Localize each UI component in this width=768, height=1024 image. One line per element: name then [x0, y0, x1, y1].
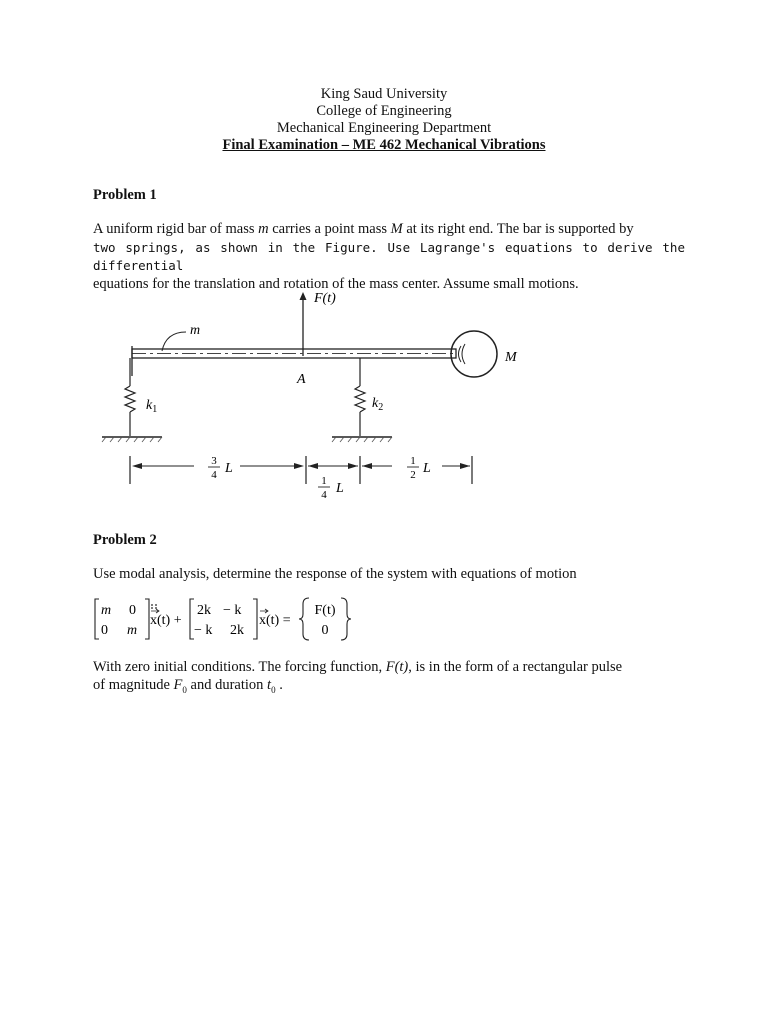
- svg-text:L: L: [225, 461, 233, 476]
- acceleration-dots: [151, 604, 157, 609]
- svg-text:1: 1: [321, 475, 327, 487]
- svg-text:L: L: [423, 461, 431, 476]
- document-header: [0, 86, 768, 154]
- stiffness-matrix-21: − k: [194, 623, 213, 638]
- svg-text:4: 4: [321, 489, 327, 501]
- end-mass-circle: [451, 331, 497, 377]
- force-vector-1: F(t): [314, 603, 336, 618]
- dim-one-quarter-l: [318, 475, 344, 501]
- svg-text:L: L: [336, 481, 344, 496]
- problem-2-conditions: [93, 659, 685, 699]
- problem-2-heading: Problem 2: [93, 532, 157, 548]
- bar-mass-label: m: [190, 323, 201, 338]
- svg-text:1: 1: [410, 455, 416, 467]
- p1-text-part1: A uniform rigid bar of mass: [93, 221, 259, 237]
- force-arrowhead: [300, 292, 307, 300]
- mass-matrix-12: 0: [129, 603, 136, 618]
- p1-text-line2: two springs, as shown in the Figure. Use Lagrange's equations to derive the differential: [93, 239, 685, 273]
- svg-text:4: 4: [211, 469, 217, 481]
- dim-one-half-l: [407, 455, 431, 481]
- svg-text:3: 3: [211, 455, 217, 467]
- point-a-label: A: [297, 372, 306, 387]
- spring-k2: [355, 386, 365, 412]
- displacement-term: x(t) =: [259, 613, 291, 628]
- stiffness-matrix-22: 2k: [230, 623, 244, 638]
- p2-text1: With zero initial conditions. The forcing function,: [93, 659, 386, 675]
- stiffness-matrix-12: − k: [223, 603, 242, 618]
- spring-k1: [125, 386, 135, 412]
- problem-2-intro: Use modal analysis, determine the response of the system with equations of motion: [93, 566, 577, 582]
- spring-k2-label: $k_2$: [372, 396, 384, 413]
- mass-matrix-11: m: [101, 603, 112, 618]
- svg-text:2: 2: [410, 469, 416, 481]
- dim-three-quarter-l: [208, 455, 233, 481]
- p1-text-part2: carries a point mass: [268, 221, 391, 237]
- mass-matrix-22: m: [127, 623, 138, 638]
- p2-text5: .: [275, 676, 283, 693]
- equation-of-motion: [93, 596, 373, 644]
- duration-symbol: $t_0$: [267, 676, 276, 695]
- department-name: Mechanical Engineering Department: [276, 120, 492, 136]
- college-name: College of Engineering: [316, 103, 452, 119]
- end-mass-attachment: [462, 344, 465, 364]
- bar-spring-figure: [100, 286, 540, 516]
- university-name: King Saud University: [320, 86, 448, 102]
- p1-text-part3: at its right end. The bar is supported by: [402, 221, 634, 237]
- p1-text-line3: equations for the translation and rotation of the mass center. Assume small motions.: [93, 275, 579, 292]
- p1-mass-m: m: [258, 221, 269, 237]
- forcing-function: F(t): [385, 659, 409, 675]
- bar-mass-leader: [162, 332, 186, 351]
- p1-mass-M: M: [390, 221, 403, 237]
- p2-text2: , is in the form of a rectangular pulse: [408, 659, 623, 675]
- p2-text3: of magnitude: [93, 676, 174, 693]
- force-vector-2: 0: [321, 623, 329, 638]
- acceleration-term: x(t) +: [150, 613, 182, 628]
- exam-title: Final Examination – ME 462 Mechanical Vibrations: [222, 137, 546, 153]
- spring-k1-label: $k_1$: [146, 398, 158, 415]
- end-mass-label: M: [505, 350, 517, 365]
- mass-matrix-21: 0: [101, 623, 108, 638]
- problem-1-text: [93, 221, 685, 293]
- force-label: F(t): [314, 291, 336, 306]
- stiffness-matrix-11: 2k: [197, 603, 211, 618]
- magnitude-symbol: $F_0$: [173, 676, 187, 695]
- p2-text4: and duration: [186, 676, 268, 693]
- problem-1-heading: Problem 1: [93, 187, 157, 203]
